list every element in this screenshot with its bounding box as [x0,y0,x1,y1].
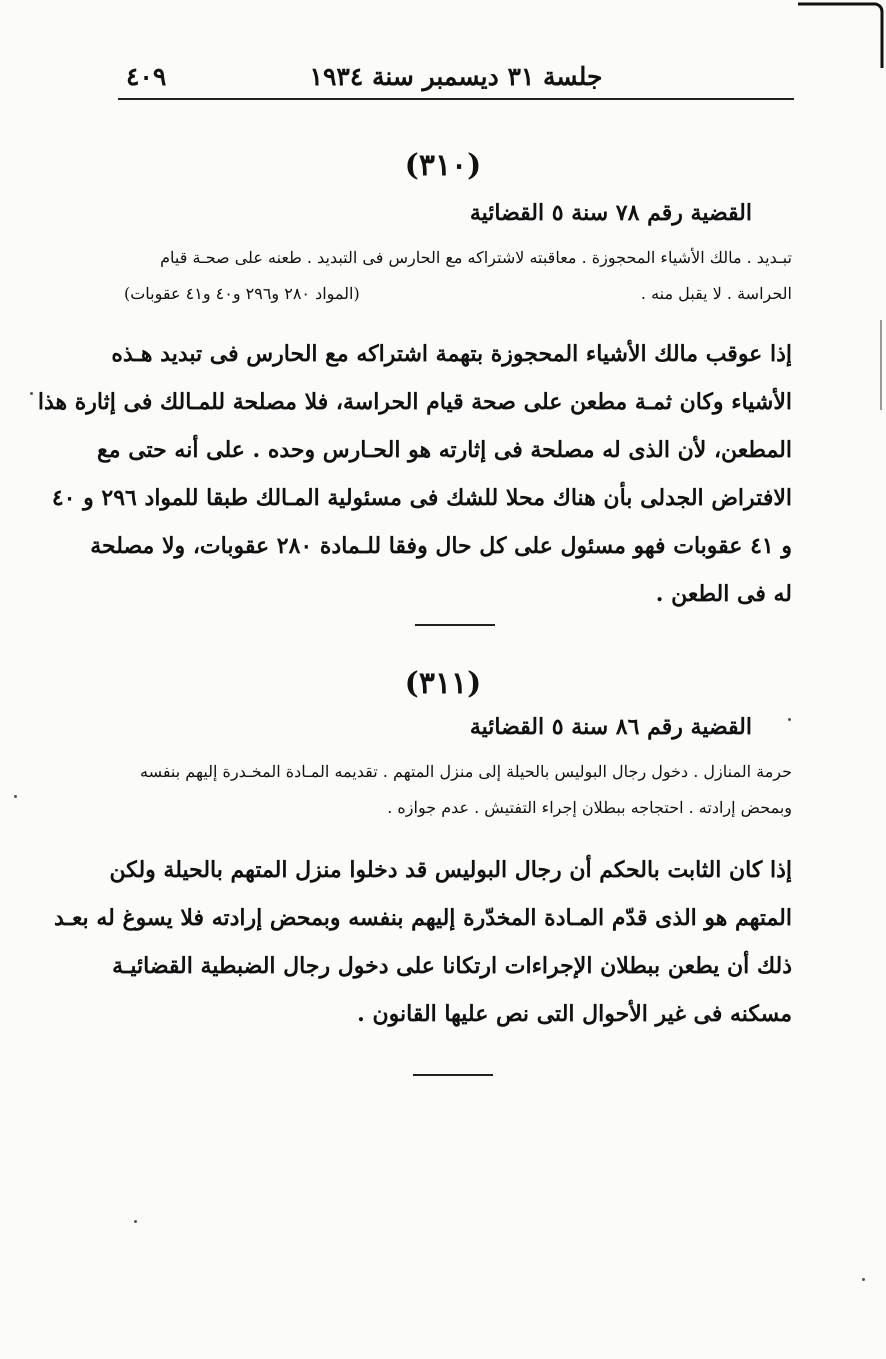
case-summary-310 [124,240,792,312]
scan-speck [788,718,791,721]
ruling-line: المتهم هو الذى قدّم المـادة المخدّرة إليهم بنفسه وبمحض إرادته فلا يسوغ له بعـد [53,905,792,931]
section-divider [415,624,495,626]
case-reference-310: القضية رقم ٧٨ سنة ٥ القضائية [469,200,752,226]
page-corner-mark [796,0,886,70]
section-divider [413,1074,493,1076]
ruling-line: ذلك أن يطعن ببطلان الإجراءات ارتكانا على دخول رجال الضبطية القضائيـة [112,953,792,979]
legal-articles-reference: (المواد ٢٨٠ و٢٩٦ و٤٠ و٤١ عقوبات) [124,284,360,303]
scan-speck [14,795,17,798]
scan-edge-mark [880,320,882,410]
ruling-line: مسكنه فى غير الأحوال التى نص عليها القانون . [357,1001,792,1027]
page-number: ٤٠٩ [126,62,167,91]
case-number-311: (٣١١) [404,666,482,701]
ruling-line: الأشياء وكان ثمـة مطعن على صحة قيام الحراسة، فلا مصلحة للمـالك فى إثارة هذا [37,389,792,415]
ruling-line: المطعن، لأن الذى له مصلحة فى إثارته هو الحـارس وحده . على أنه حتى مع [97,437,792,463]
scan-speck [30,392,33,395]
session-date-title: جلسة ٣١ ديسمبر سنة ١٩٣٤ [309,62,603,91]
ruling-line: الافتراض الجدلى بأن هناك محلا للشك فى مسئولية المـالك طبقا للمواد ٢٩٦ و ٤٠ [51,485,792,511]
scan-speck [862,1278,865,1281]
case-number-310: (٣١٠) [404,148,482,183]
ruling-text-311 [53,846,792,1038]
summary-line-with-refs [124,276,792,312]
running-header [118,58,794,100]
scan-speck [134,1220,137,1223]
summary-line: وبمحض إرادته . احتجاجه ببطلان إجراء التفتيش . عدم جوازه . [387,798,792,817]
summary-line: الحراسة . لا يقبل منه . [640,284,792,303]
case-summary-311 [124,754,792,826]
summary-line: حرمة المنازل . دخول رجال البوليس بالحيلة إلى منزل المتهم . تقديمه المـادة المخـدرة إليهم بنفسه [139,762,792,781]
case-reference-311: القضية رقم ٨٦ سنة ٥ القضائية [469,714,752,740]
ruling-line: له فى الطعن . [655,581,792,607]
ruling-line: إذا عوقب مالك الأشياء المحجوزة بتهمة اشتراكه مع الحارس فى تبديد هـذه [111,341,792,367]
summary-line: تبـديد . مالك الأشياء المحجوزة . معاقبته لاشتراكه مع الحارس فى التبديد . طعنه على صحـة قيام [160,248,792,267]
ruling-line: و ٤١ عقوبات فهو مسئول على كل حال وفقا للـمادة ٢٨٠ عقوبات، ولا مصلحة [90,533,792,559]
ruling-line: إذا كان الثابت بالحكم أن رجال البوليس قد دخلوا منزل المتهم بالحيلة ولكن [109,857,792,883]
ruling-text-310 [37,330,792,618]
